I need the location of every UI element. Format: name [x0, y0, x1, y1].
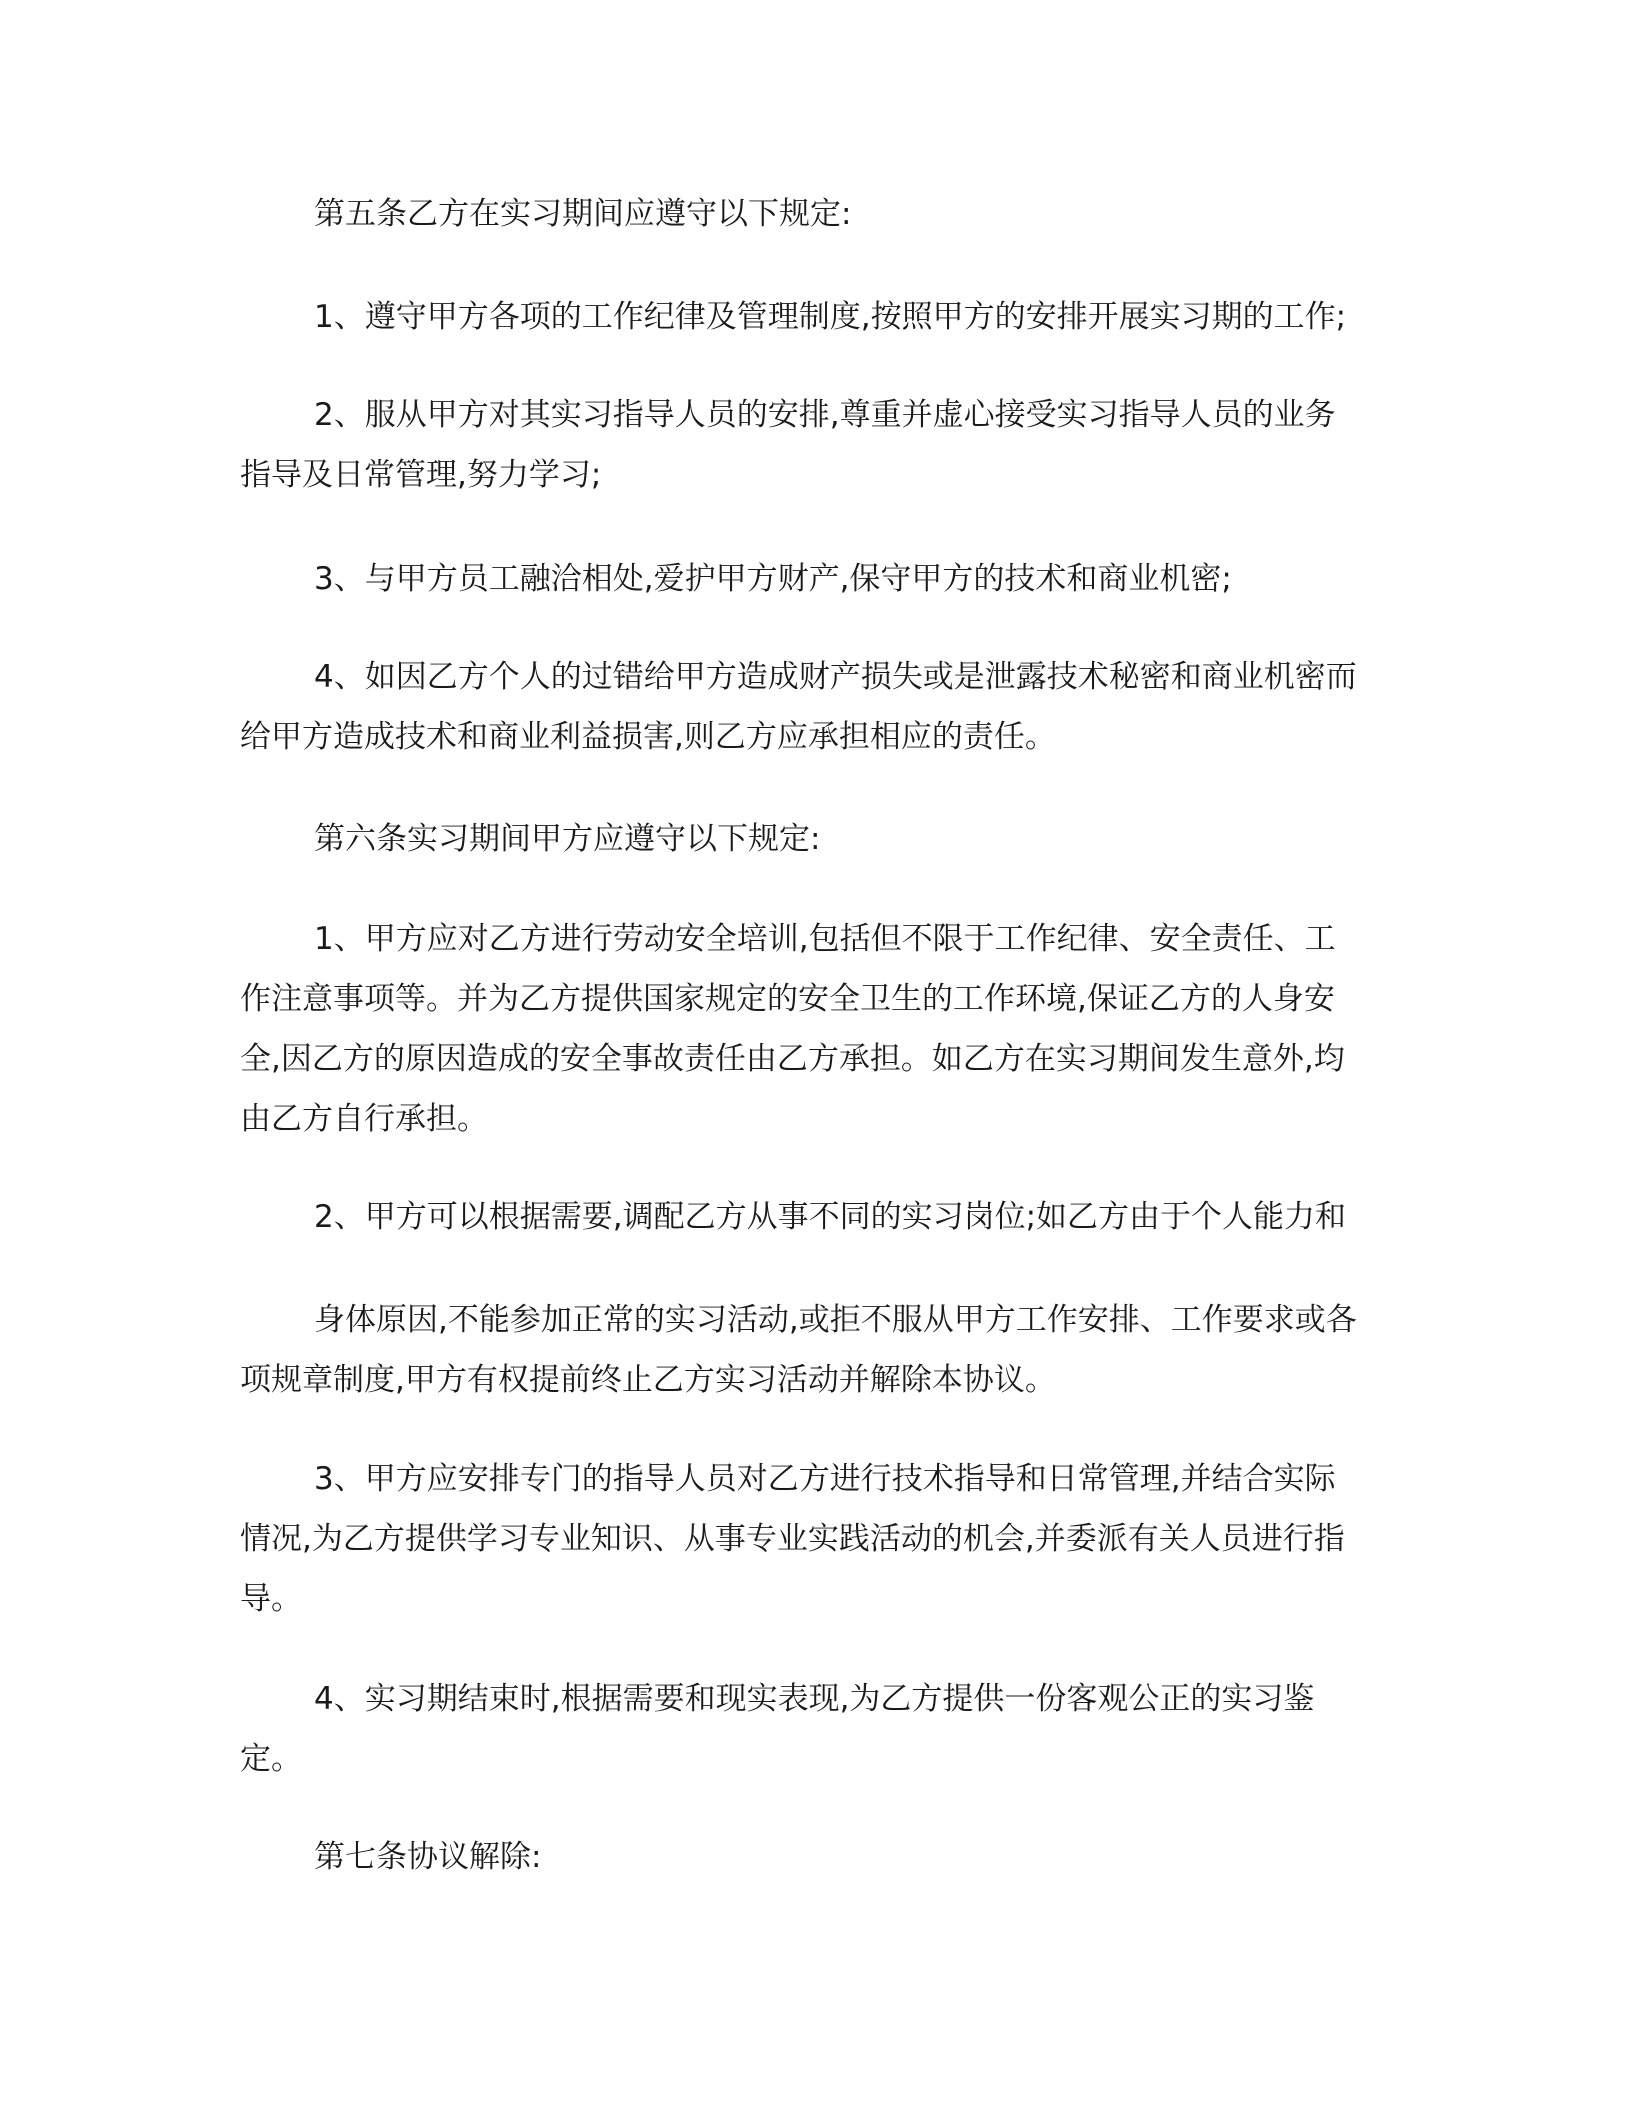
article-6-item-4-line-1: 4、实习期结束时,根据需要和现实表现,为乙方提供一份客观公正的实习鉴 — [314, 1681, 1315, 1717]
article-6-item-2-line-3: 项规章制度,甲方有权提前终止乙方实习活动并解除本协议。 — [240, 1362, 1056, 1398]
article-6-item-1-line-3: 全,因乙方的原因造成的安全事故责任由乙方承担。如乙方在实习期间发生意外,均 — [240, 1041, 1345, 1077]
article-6-item-1-line-2: 作注意事项等。并为乙方提供国家规定的安全卫生的工作环境,保证乙方的人身安 — [240, 981, 1335, 1017]
article-5-item-3: 3、与甲方员工融洽相处,爱护甲方财产,保守甲方的技术和商业机密; — [314, 561, 1232, 597]
article-6-item-4-line-2: 定。 — [240, 1741, 302, 1777]
article-5-heading: 第五条乙方在实习期间应遵守以下规定: — [314, 196, 852, 232]
article-6-heading: 第六条实习期间甲方应遵守以下规定: — [314, 821, 821, 857]
article-6-item-2-line-2: 身体原因,不能参加正常的实习活动,或拒不服从甲方工作安排、工作要求或各 — [314, 1302, 1357, 1338]
article-6-item-1-line-4: 由乙方自行承担。 — [240, 1101, 488, 1137]
article-5-item-4-line-1: 4、如因乙方个人的过错给甲方造成财产损失或是泄露技术秘密和商业机密而 — [314, 659, 1357, 695]
article-6-item-3-line-1: 3、甲方应安排专门的指导人员对乙方进行技术指导和日常管理,并结合实际 — [314, 1461, 1336, 1497]
article-5-item-1: 1、遵守甲方各项的工作纪律及管理制度,按照甲方的安排开展实习期的工作; — [314, 299, 1347, 335]
article-6-item-3-line-3: 导。 — [240, 1581, 302, 1617]
article-6-item-1-line-1: 1、甲方应对乙方进行劳动安全培训,包括但不限于工作纪律、安全责任、工 — [314, 921, 1336, 957]
article-5-item-2-line-1: 2、服从甲方对其实习指导人员的安排,尊重并虚心接受实习指导人员的业务 — [314, 397, 1336, 433]
article-5-item-2-line-2: 指导及日常管理,努力学习; — [240, 457, 602, 493]
article-6-item-2-line-1: 2、甲方可以根据需要,调配乙方从事不同的实习岗位;如乙方由于个人能力和 — [314, 1199, 1347, 1235]
article-7-heading: 第七条协议解除: — [314, 1839, 542, 1875]
article-5-item-4-line-2: 给甲方造成技术和商业利益损害,则乙方应承担相应的责任。 — [240, 719, 1056, 755]
article-6-item-3-line-2: 情况,为乙方提供学习专业知识、从事专业实践活动的机会,并委派有关人员进行指 — [240, 1521, 1345, 1557]
